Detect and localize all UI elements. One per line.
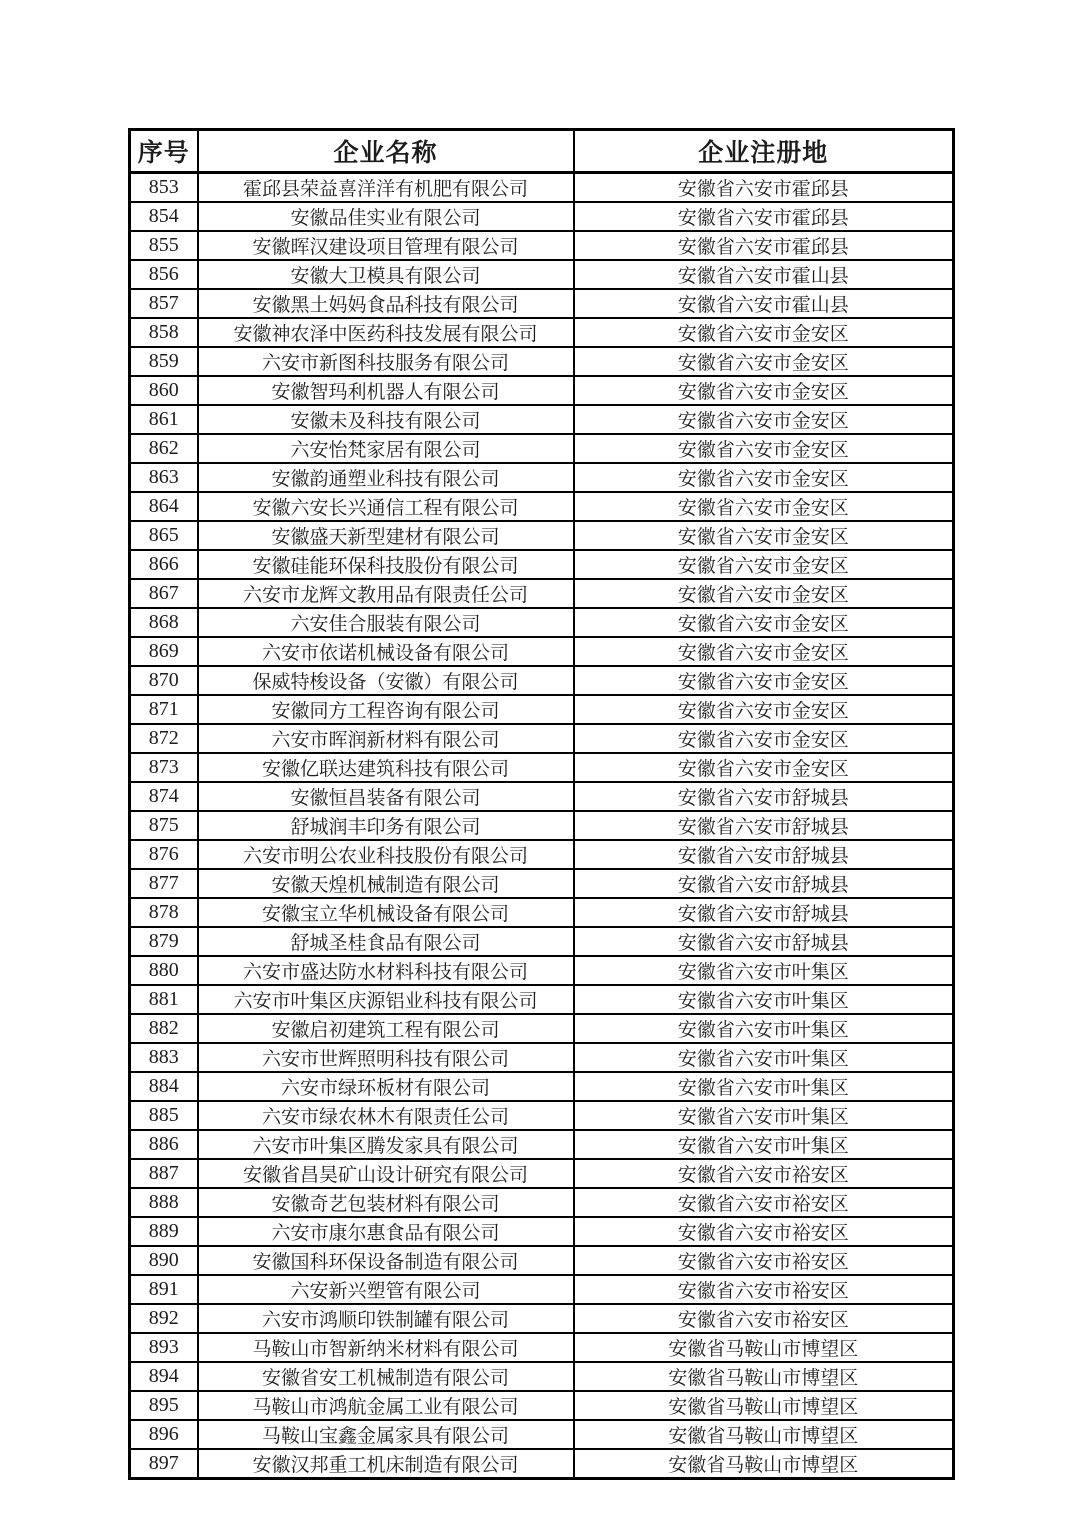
table-row bbox=[130, 492, 954, 521]
cell-serial-number: 889 bbox=[130, 1217, 198, 1246]
table-row bbox=[130, 1101, 954, 1130]
table-row bbox=[130, 1217, 954, 1246]
table-row bbox=[130, 1391, 954, 1420]
table-row bbox=[130, 1449, 954, 1479]
table-row bbox=[130, 666, 954, 695]
cell-serial-number: 882 bbox=[130, 1014, 198, 1043]
cell-registration-place: 安徽省六安市叶集区 bbox=[574, 1072, 954, 1101]
cell-registration-place: 安徽省六安市叶集区 bbox=[574, 1101, 954, 1130]
table-row bbox=[130, 1159, 954, 1188]
cell-company-name: 六安市叶集区庆源铝业科技有限公司 bbox=[198, 985, 574, 1014]
table-row bbox=[130, 1275, 954, 1304]
cell-company-name: 保威特梭设备（安徽）有限公司 bbox=[198, 666, 574, 695]
cell-serial-number: 879 bbox=[130, 927, 198, 956]
cell-company-name: 六安市鸿顺印铁制罐有限公司 bbox=[198, 1304, 574, 1333]
table-row bbox=[130, 782, 954, 811]
cell-serial-number: 860 bbox=[130, 376, 198, 405]
cell-registration-place: 安徽省六安市舒城县 bbox=[574, 927, 954, 956]
cell-company-name: 六安市盛达防水材料科技有限公司 bbox=[198, 956, 574, 985]
cell-registration-place: 安徽省六安市金安区 bbox=[574, 463, 954, 492]
table-row bbox=[130, 376, 954, 405]
table-row bbox=[130, 1072, 954, 1101]
cell-company-name: 六安市绿环板材有限公司 bbox=[198, 1072, 574, 1101]
table-row bbox=[130, 405, 954, 434]
cell-registration-place: 安徽省六安市舒城县 bbox=[574, 782, 954, 811]
cell-serial-number: 875 bbox=[130, 811, 198, 840]
table-row bbox=[130, 550, 954, 579]
cell-registration-place: 安徽省六安市金安区 bbox=[574, 724, 954, 753]
table-row bbox=[130, 521, 954, 550]
cell-serial-number: 863 bbox=[130, 463, 198, 492]
table-row bbox=[130, 1362, 954, 1391]
cell-registration-place: 安徽省六安市舒城县 bbox=[574, 840, 954, 869]
table-row bbox=[130, 463, 954, 492]
cell-registration-place: 安徽省六安市霍邱县 bbox=[574, 173, 954, 203]
cell-registration-place: 安徽省六安市霍山县 bbox=[574, 260, 954, 289]
cell-registration-place: 安徽省六安市舒城县 bbox=[574, 869, 954, 898]
cell-company-name: 六安市依诺机械设备有限公司 bbox=[198, 637, 574, 666]
cell-company-name: 安徽晖汉建设项目管理有限公司 bbox=[198, 231, 574, 260]
table-row bbox=[130, 347, 954, 376]
cell-serial-number: 861 bbox=[130, 405, 198, 434]
cell-registration-place: 安徽省六安市金安区 bbox=[574, 521, 954, 550]
cell-company-name: 安徽汉邦重工机床制造有限公司 bbox=[198, 1449, 574, 1479]
cell-serial-number: 868 bbox=[130, 608, 198, 637]
cell-company-name: 霍邱县荣益喜洋洋有机肥有限公司 bbox=[198, 173, 574, 203]
cell-serial-number: 881 bbox=[130, 985, 198, 1014]
cell-serial-number: 885 bbox=[130, 1101, 198, 1130]
cell-serial-number: 874 bbox=[130, 782, 198, 811]
table-row bbox=[130, 608, 954, 637]
cell-company-name: 六安市明公农业科技股份有限公司 bbox=[198, 840, 574, 869]
table-row bbox=[130, 753, 954, 782]
table-row bbox=[130, 1420, 954, 1449]
cell-company-name: 安徽国科环保设备制造有限公司 bbox=[198, 1246, 574, 1275]
cell-company-name: 安徽韵通塑业科技有限公司 bbox=[198, 463, 574, 492]
table-row bbox=[130, 1188, 954, 1217]
cell-company-name: 六安市绿农林木有限责任公司 bbox=[198, 1101, 574, 1130]
table-row bbox=[130, 1246, 954, 1275]
table-row bbox=[130, 231, 954, 260]
cell-serial-number: 891 bbox=[130, 1275, 198, 1304]
cell-registration-place: 安徽省六安市金安区 bbox=[574, 318, 954, 347]
cell-company-name: 舒城润丰印务有限公司 bbox=[198, 811, 574, 840]
cell-company-name: 安徽省昌昊矿山设计研究有限公司 bbox=[198, 1159, 574, 1188]
table-row bbox=[130, 1304, 954, 1333]
header-registration-place: 企业注册地 bbox=[574, 130, 954, 173]
cell-serial-number: 869 bbox=[130, 637, 198, 666]
cell-registration-place: 安徽省六安市金安区 bbox=[574, 637, 954, 666]
cell-company-name: 舒城圣桂食品有限公司 bbox=[198, 927, 574, 956]
cell-registration-place: 安徽省六安市金安区 bbox=[574, 608, 954, 637]
header-serial-number: 序号 bbox=[130, 130, 198, 173]
cell-registration-place: 安徽省马鞍山市博望区 bbox=[574, 1420, 954, 1449]
cell-company-name: 安徽品佳实业有限公司 bbox=[198, 202, 574, 231]
cell-company-name: 安徽神农泽中医药科技发展有限公司 bbox=[198, 318, 574, 347]
cell-serial-number: 890 bbox=[130, 1246, 198, 1275]
cell-registration-place: 安徽省六安市金安区 bbox=[574, 753, 954, 782]
table-row bbox=[130, 869, 954, 898]
cell-registration-place: 安徽省六安市金安区 bbox=[574, 666, 954, 695]
table-row bbox=[130, 811, 954, 840]
table-row bbox=[130, 898, 954, 927]
cell-serial-number: 862 bbox=[130, 434, 198, 463]
cell-registration-place: 安徽省马鞍山市博望区 bbox=[574, 1362, 954, 1391]
cell-serial-number: 867 bbox=[130, 579, 198, 608]
cell-registration-place: 安徽省六安市金安区 bbox=[574, 347, 954, 376]
header-row bbox=[130, 130, 954, 173]
table-row bbox=[130, 434, 954, 463]
cell-serial-number: 856 bbox=[130, 260, 198, 289]
cell-serial-number: 859 bbox=[130, 347, 198, 376]
cell-company-name: 安徽省安工机械制造有限公司 bbox=[198, 1362, 574, 1391]
cell-company-name: 六安佳合服装有限公司 bbox=[198, 608, 574, 637]
cell-registration-place: 安徽省六安市金安区 bbox=[574, 376, 954, 405]
cell-company-name: 安徽同方工程咨询有限公司 bbox=[198, 695, 574, 724]
cell-serial-number: 866 bbox=[130, 550, 198, 579]
cell-serial-number: 865 bbox=[130, 521, 198, 550]
cell-company-name: 安徽启初建筑工程有限公司 bbox=[198, 1014, 574, 1043]
cell-serial-number: 880 bbox=[130, 956, 198, 985]
table-row bbox=[130, 724, 954, 753]
cell-company-name: 六安新兴塑管有限公司 bbox=[198, 1275, 574, 1304]
cell-registration-place: 安徽省六安市叶集区 bbox=[574, 1043, 954, 1072]
cell-serial-number: 872 bbox=[130, 724, 198, 753]
cell-registration-place: 安徽省六安市金安区 bbox=[574, 695, 954, 724]
cell-company-name: 六安怡梵家居有限公司 bbox=[198, 434, 574, 463]
cell-company-name: 安徽黑土妈妈食品科技有限公司 bbox=[198, 289, 574, 318]
table-row bbox=[130, 173, 954, 203]
cell-registration-place: 安徽省六安市叶集区 bbox=[574, 1014, 954, 1043]
cell-serial-number: 894 bbox=[130, 1362, 198, 1391]
cell-serial-number: 855 bbox=[130, 231, 198, 260]
cell-company-name: 安徽盛天新型建材有限公司 bbox=[198, 521, 574, 550]
cell-serial-number: 857 bbox=[130, 289, 198, 318]
cell-company-name: 安徽未及科技有限公司 bbox=[198, 405, 574, 434]
cell-registration-place: 安徽省六安市金安区 bbox=[574, 405, 954, 434]
table-row bbox=[130, 927, 954, 956]
cell-company-name: 六安市世辉照明科技有限公司 bbox=[198, 1043, 574, 1072]
cell-registration-place: 安徽省马鞍山市博望区 bbox=[574, 1449, 954, 1479]
cell-serial-number: 896 bbox=[130, 1420, 198, 1449]
cell-registration-place: 安徽省六安市霍邱县 bbox=[574, 202, 954, 231]
cell-registration-place: 安徽省六安市裕安区 bbox=[574, 1304, 954, 1333]
table-row bbox=[130, 840, 954, 869]
cell-registration-place: 安徽省六安市金安区 bbox=[574, 579, 954, 608]
cell-company-name: 六安市康尔惠食品有限公司 bbox=[198, 1217, 574, 1246]
cell-registration-place: 安徽省六安市裕安区 bbox=[574, 1188, 954, 1217]
table-row bbox=[130, 695, 954, 724]
cell-company-name: 六安市叶集区腾发家具有限公司 bbox=[198, 1130, 574, 1159]
cell-company-name: 安徽大卫模具有限公司 bbox=[198, 260, 574, 289]
table-row bbox=[130, 1043, 954, 1072]
company-registration-table bbox=[128, 128, 955, 1480]
cell-serial-number: 877 bbox=[130, 869, 198, 898]
cell-company-name: 六安市晖润新材料有限公司 bbox=[198, 724, 574, 753]
cell-serial-number: 878 bbox=[130, 898, 198, 927]
cell-registration-place: 安徽省六安市金安区 bbox=[574, 492, 954, 521]
cell-registration-place: 安徽省六安市叶集区 bbox=[574, 956, 954, 985]
cell-serial-number: 887 bbox=[130, 1159, 198, 1188]
cell-serial-number: 853 bbox=[130, 173, 198, 203]
cell-serial-number: 858 bbox=[130, 318, 198, 347]
header-company-name: 企业名称 bbox=[198, 130, 574, 173]
table-row bbox=[130, 985, 954, 1014]
table-row bbox=[130, 1333, 954, 1362]
cell-registration-place: 安徽省马鞍山市博望区 bbox=[574, 1333, 954, 1362]
cell-company-name: 安徽智玛利机器人有限公司 bbox=[198, 376, 574, 405]
cell-company-name: 安徽亿联达建筑科技有限公司 bbox=[198, 753, 574, 782]
cell-serial-number: 864 bbox=[130, 492, 198, 521]
cell-company-name: 安徽奇艺包装材料有限公司 bbox=[198, 1188, 574, 1217]
cell-registration-place: 安徽省六安市裕安区 bbox=[574, 1159, 954, 1188]
cell-company-name: 安徽天煌机械制造有限公司 bbox=[198, 869, 574, 898]
cell-serial-number: 870 bbox=[130, 666, 198, 695]
cell-registration-place: 安徽省六安市金安区 bbox=[574, 434, 954, 463]
cell-registration-place: 安徽省六安市霍邱县 bbox=[574, 231, 954, 260]
cell-serial-number: 871 bbox=[130, 695, 198, 724]
table-row bbox=[130, 289, 954, 318]
cell-serial-number: 884 bbox=[130, 1072, 198, 1101]
table-body bbox=[130, 173, 954, 1479]
table-row bbox=[130, 318, 954, 347]
cell-serial-number: 883 bbox=[130, 1043, 198, 1072]
cell-registration-place: 安徽省六安市裕安区 bbox=[574, 1246, 954, 1275]
cell-company-name: 马鞍山宝鑫金属家具有限公司 bbox=[198, 1420, 574, 1449]
cell-registration-place: 安徽省六安市叶集区 bbox=[574, 1130, 954, 1159]
cell-serial-number: 892 bbox=[130, 1304, 198, 1333]
cell-registration-place: 安徽省马鞍山市博望区 bbox=[574, 1391, 954, 1420]
cell-registration-place: 安徽省六安市舒城县 bbox=[574, 898, 954, 927]
cell-serial-number: 895 bbox=[130, 1391, 198, 1420]
table-row bbox=[130, 1130, 954, 1159]
cell-serial-number: 876 bbox=[130, 840, 198, 869]
cell-registration-place: 安徽省六安市裕安区 bbox=[574, 1275, 954, 1304]
cell-serial-number: 893 bbox=[130, 1333, 198, 1362]
cell-serial-number: 886 bbox=[130, 1130, 198, 1159]
cell-company-name: 马鞍山市智新纳米材料有限公司 bbox=[198, 1333, 574, 1362]
cell-company-name: 安徽硅能环保科技股份有限公司 bbox=[198, 550, 574, 579]
cell-registration-place: 安徽省六安市裕安区 bbox=[574, 1217, 954, 1246]
cell-registration-place: 安徽省六安市叶集区 bbox=[574, 985, 954, 1014]
cell-registration-place: 安徽省六安市舒城县 bbox=[574, 811, 954, 840]
cell-serial-number: 873 bbox=[130, 753, 198, 782]
cell-company-name: 六安市龙辉文教用品有限责任公司 bbox=[198, 579, 574, 608]
table-row bbox=[130, 1014, 954, 1043]
table-row bbox=[130, 202, 954, 231]
table-row bbox=[130, 637, 954, 666]
cell-serial-number: 897 bbox=[130, 1449, 198, 1479]
cell-company-name: 马鞍山市鸿航金属工业有限公司 bbox=[198, 1391, 574, 1420]
cell-serial-number: 854 bbox=[130, 202, 198, 231]
cell-company-name: 安徽恒昌装备有限公司 bbox=[198, 782, 574, 811]
table-header bbox=[130, 130, 954, 173]
table-row bbox=[130, 579, 954, 608]
cell-registration-place: 安徽省六安市霍山县 bbox=[574, 289, 954, 318]
table-row bbox=[130, 956, 954, 985]
cell-serial-number: 888 bbox=[130, 1188, 198, 1217]
cell-company-name: 安徽六安长兴通信工程有限公司 bbox=[198, 492, 574, 521]
cell-registration-place: 安徽省六安市金安区 bbox=[574, 550, 954, 579]
cell-company-name: 安徽宝立华机械设备有限公司 bbox=[198, 898, 574, 927]
cell-company-name: 六安市新图科技服务有限公司 bbox=[198, 347, 574, 376]
table-row bbox=[130, 260, 954, 289]
